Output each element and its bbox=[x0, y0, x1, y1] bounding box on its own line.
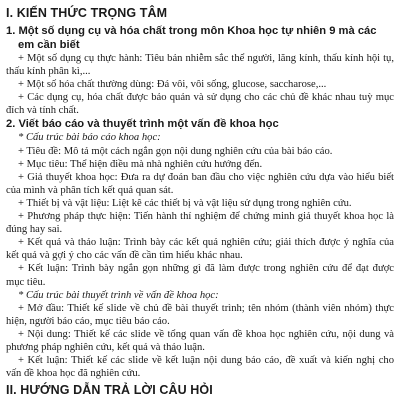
subsection-2-heading: 2. Viết báo cáo và thuyết trình một vấn đề khoa học bbox=[6, 118, 279, 131]
list-item: + Kết luận: Trình bày ngắn gọn những gì đã làm được trong nghiên cứu để đạt được mục tiêu. bbox=[6, 263, 394, 288]
report-structure-list bbox=[6, 145, 394, 289]
list-item: + Phương pháp thực hiện: Tiến hành thí nghiệm để chứng minh giả thuyết khoa học là đúng hay sai. bbox=[6, 211, 394, 236]
list-item: + Các dụng cụ, hóa chất được bảo quản và sử dụng cho các chủ đề khác nhau tuỳ mục đích và tính chất. bbox=[6, 92, 394, 117]
list-item: + Mục tiêu: Thể hiện điều mà nhà nghiên cứu hướng đến. bbox=[18, 158, 263, 170]
list-item: + Kết luận: Thiết kế các slide về kết luận nội dung báo cáo, đề xuất và kiến nghị cho vấn đề khoa học đã nghiên cứu. bbox=[6, 355, 394, 380]
list-item: + Giả thuyết khoa học: Đưa ra dự đoán ban đầu cho việc nghiên cứu dựa vào hiểu biết của mình và phân tích kết quả quan sát. bbox=[6, 171, 394, 196]
list-item: + Nội dung: Thiết kế các slide về tổng quan vấn đề khoa học nghiên cứu, nội dung và phương pháp nghiên cứu, kết quả và thảo luận. bbox=[6, 328, 394, 353]
list-item: + Mở đầu: Thiết kế slide về chủ đề bài thuyết trình; tên nhóm (thành viên nhóm) thực hiện, người báo cáo, mục tiêu báo cáo. bbox=[6, 302, 394, 327]
report-structure-heading: * Cấu trúc bài báo cáo khoa học: bbox=[18, 132, 161, 144]
subsection-1-heading: 1. Một số dụng cụ và hóa chất trong môn Khoa học tự nhiên 9 mà các em cần biết bbox=[6, 25, 377, 51]
list-item: + Kết quả và thảo luận: Trình bày các kết quả nghiên cứu; giải thích được ý nghĩa của kết quả và gợi ý cho các vấn đề cần tìm hiểu khác nhau. bbox=[6, 237, 394, 262]
section-2-heading: II. HƯỚNG DẪN TRẢ LỜI CÂU HỎI bbox=[6, 383, 213, 398]
cropped-next-line bbox=[6, 401, 394, 409]
section-1-heading: I. KIẾN THỨC TRỌNG TÂM bbox=[6, 6, 168, 20]
list-item: + Một số dụng cụ thực hành: Tiêu bản nhiễm sắc thể người, lăng kính, thấu kính hội tụ, thấu kính phân kì,... bbox=[6, 53, 394, 78]
presentation-structure-list bbox=[6, 302, 394, 381]
subsection-1-body bbox=[6, 52, 394, 117]
presentation-structure-heading: * Cấu trúc bài thuyết trình về vấn đề khoa học: bbox=[18, 289, 219, 301]
list-item: + Một số hóa chất thường dùng: Đá vôi, vôi sống, glucose, saccharose,... bbox=[18, 79, 327, 91]
list-item: + Tiêu đề: Mô tả một cách ngắn gọn nội dung nghiên cứu của bài báo cáo. bbox=[18, 145, 333, 157]
list-item: + Thiết bị và vật liệu: Liệt kê các thiết bị và vật liệu sử dụng trong nghiên cứu. bbox=[18, 197, 352, 209]
